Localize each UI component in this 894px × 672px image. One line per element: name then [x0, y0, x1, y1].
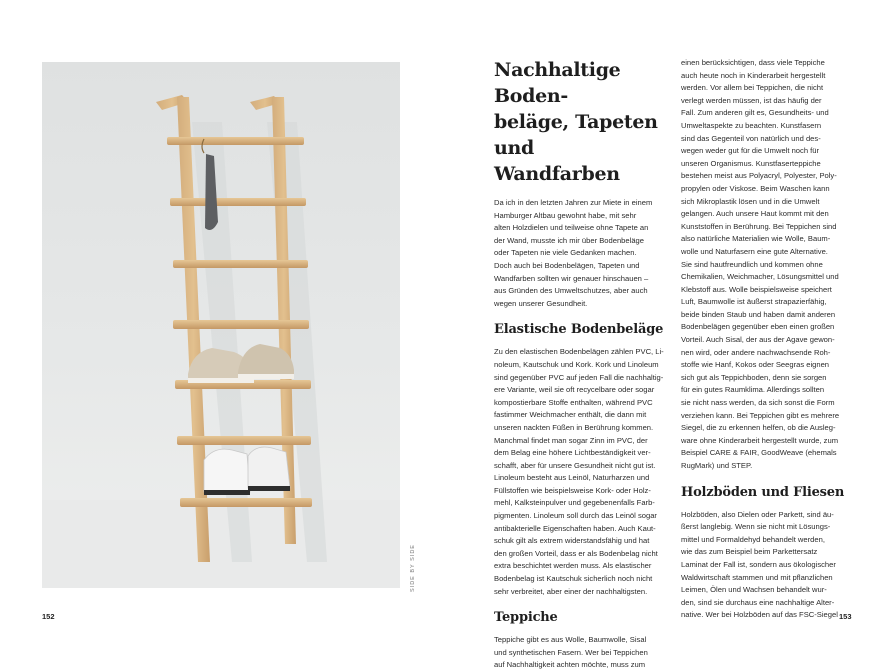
text-line: also natürliche Materialien wie Wolle, Baum-: [681, 234, 831, 244]
text-line: Holzböden, also Dielen oder Parkett, sind äu-: [681, 509, 834, 519]
text-line: für ein gutes Raumklima. Allerdings sollten: [681, 385, 825, 395]
text-line: Siegel, die zu erkennen helfen, ob die Ausleg-: [681, 423, 836, 433]
text-line: Wandfarben sollten wir genauer hinschauen –: [494, 273, 649, 283]
text-line: sehr verbreitet, aber einer der nachhaltigsten.: [494, 586, 648, 596]
text-line: sich gut als Teppichboden, denn sie sorgen: [681, 372, 827, 382]
text-line: der Wand, musste ich mir über Bodenbeläge: [494, 235, 644, 245]
text-line: Waldwirtschaft stammen und mit pflanzlichen: [681, 572, 833, 582]
text-line: sind das Gegenteil von natürlich und des-: [681, 133, 821, 143]
section-heading-wood-tiles: Holzböden und Fliesen: [681, 484, 845, 500]
text-line: ßerst langlebig. Wenn sie nicht mit Lösungs-: [681, 522, 831, 532]
title-line: beläge, Tapeten und: [494, 111, 658, 159]
text-line: native. Wer bei Holzböden auf das FSC-Siegel: [681, 610, 838, 620]
text-line: dem Belag eine höhere Lichtbeständigkeit ver-: [494, 448, 651, 458]
text-line: Da ich in den letzten Jahren zur Miete in einem: [494, 198, 653, 207]
text-line: kompostierbare Stoffe enthalten, während PVC: [494, 397, 653, 407]
section-heading-elastic-floors: Elastische Bodenbeläge: [494, 322, 664, 338]
text-line: gelangen. Auch unsere Haut kommt mit den: [681, 209, 829, 219]
text-line: Doch auch bei Bodenbelägen, Tapeten und: [494, 260, 640, 270]
text-line: Laminat der Fall ist, sondern aus ökologischer: [681, 559, 836, 569]
text-line: Füllstoffen wie beispielsweise Kork- oder Holz-: [494, 485, 651, 495]
text-line: Sie sind hautfreundlich und kommen ohne: [681, 259, 823, 269]
text-line: pigmenten. Linoleum soll durch das Leinöl sogar: [494, 511, 657, 521]
text-line: fastimmer Weichmacher enthält, die dann mit: [494, 410, 647, 420]
text-line: Klebstoff aus. Wolle beispielsweise speichert: [681, 284, 832, 294]
text-line: antibakterielle Eigenschaften haben. Auch Kaut-: [494, 523, 656, 533]
text-line: sind gegenüber PVC auf jeden Fall die nachhaltig-: [494, 372, 664, 382]
text-line: Leimen, Ölen und Wachsen behandelt wur-: [681, 585, 827, 595]
text-line: RugMark) und STEP.: [681, 461, 753, 470]
ladder-shelf-photo: [42, 62, 400, 588]
section-paragraph-wood-tiles: [681, 509, 854, 622]
text-line: Vorteil. Auch Sisal, der aus der Agave gewon-: [681, 335, 835, 345]
photo-credit: SIDE BY SIDE: [410, 544, 416, 592]
article-column-1: [494, 57, 666, 672]
text-line: auch heute noch in Kinderarbeit hergestellt: [681, 70, 826, 80]
text-line: ere Variante, weil sie oft recycelbare oder sogar: [494, 385, 655, 395]
article-title: [494, 57, 666, 187]
text-line: noleum, Kautschuk und Kork. Kork und Linoleum: [494, 359, 659, 369]
text-line: schafft, aber für unsere Gesundheit nicht gut ist.: [494, 460, 656, 470]
text-line: Bodenbelag ist Kautschuk sicherlich noch nicht: [494, 574, 653, 584]
text-line: auf Nachhaltigkeit achten möchte, muss zum: [494, 660, 646, 670]
text-line: propylen oder Viskose. Beim Waschen kann: [681, 183, 830, 193]
text-line: mehl, Kalksteinpulver und gegebenenfalls Farb-: [494, 498, 655, 508]
title-line: Nachhaltige Boden-: [494, 59, 621, 107]
text-line: Fall. Zum anderen gilt es, Gesundheits- und: [681, 108, 829, 118]
text-line: den, sind sie durchaus eine nachhaltige Alter-: [681, 597, 835, 607]
text-line: Linoleum besteht aus Leinöl, Naturharzen und: [494, 473, 650, 483]
text-line: schuk gilt als extrem widerstandsfähig und hat: [494, 536, 650, 546]
text-line: beide binden Staub und haben damit anderen: [681, 309, 836, 319]
text-line: wie das zum Beispiel beim Parkettersatz: [681, 547, 818, 557]
text-line: extra beschichtet werden muss. Als elastischer: [494, 561, 652, 571]
text-line: alten Holzdielen und teilweise ohne Tapete an: [494, 223, 649, 233]
text-line: und synthetischen Fasern. Wer bei Teppichen: [494, 647, 648, 657]
text-line: wegen weder gut für die Umwelt noch für: [681, 146, 820, 156]
text-line: den großen Vorteil, dass er als Bodenbelag nicht: [494, 548, 658, 558]
text-line: wegen unserer Gesundheit.: [494, 298, 588, 308]
text-line: Kunststoffen in Berührung. Bei Teppichen sind: [681, 221, 837, 231]
text-line: nen wird, oder andere nachwachsende Roh-: [681, 347, 831, 357]
text-line: Chemikalien, Weichmacher, Lösungsmittel und: [681, 272, 839, 282]
carpets-continued-paragraph: [681, 57, 854, 473]
text-line: aus Gründen des Umweltschutzes, aber auch: [494, 286, 648, 296]
text-line: Beispiel CARE & FAIR, GoodWeave (ehemals: [681, 448, 837, 458]
text-line: Hamburger Altbau gewohnt habe, mit sehr: [494, 210, 637, 220]
text-line: bestehen meist aus Polyacryl, Polyester, Poly-: [681, 171, 837, 181]
text-line: wolle und Naturfasern eine gute Alternative.: [681, 246, 828, 256]
text-line: werden. Vor allem bei Teppichen, die nicht: [681, 83, 824, 93]
page-number-right: 153: [839, 612, 852, 621]
text-line: oder Tapeten nie viele Gedanken machen.: [494, 248, 637, 258]
text-line: verziehen kann. Bei Teppichen gibt es mehrere: [681, 410, 840, 420]
ladder-shelf-illustration: [42, 62, 400, 588]
text-line: verlegt werden müssen, ist das häufig der: [681, 95, 822, 105]
article-column-2: [681, 57, 854, 622]
text-line: unseren Organismus. Kunstfaserteppiche: [681, 158, 821, 168]
text-line: sich Mikroplastik lösen und in die Umwelt: [681, 196, 820, 206]
section-paragraph-elastic-floors: [494, 346, 666, 598]
text-line: Teppiche gibt es aus Wolle, Baumwolle, Sisal: [494, 635, 647, 645]
text-line: mittel und Formaldehyd behandelt werden,: [681, 534, 825, 544]
section-paragraph-carpets: [494, 634, 666, 672]
intro-paragraph: [494, 197, 666, 310]
text-line: sie nicht nass werden, da sich sonst die Form: [681, 398, 835, 408]
page-number-left: 152: [42, 612, 55, 621]
beige-sneakers: [188, 344, 294, 383]
text-line: stoffe wie Hanf, Kokos oder Seegras eignen: [681, 360, 830, 370]
text-line: einen berücksichtigen, dass viele Teppiche: [681, 58, 825, 67]
text-line: Zu den elastischen Bodenbelägen zählen PVC, Li-: [494, 347, 664, 357]
text-line: ware ohne Kinderarbeit hergestellt wurde, zum: [681, 435, 839, 445]
text-line: Luft, Baumwolle ist äußerst strapazierfähig,: [681, 297, 827, 307]
text-line: Bodenbelägen gegenüber eben einen großen: [681, 322, 835, 332]
text-line: Manchmal findet man sogar Zinn im PVC, der: [494, 435, 648, 445]
title-line: Wandfarben: [494, 163, 620, 185]
text-line: Umweltaspekte zu beachten. Kunstfasern: [681, 120, 822, 130]
text-line: unseren nackten Füßen in Berührung kommen.: [494, 422, 654, 432]
section-heading-carpets: Teppiche: [494, 610, 558, 626]
white-sneakers: [204, 447, 290, 495]
